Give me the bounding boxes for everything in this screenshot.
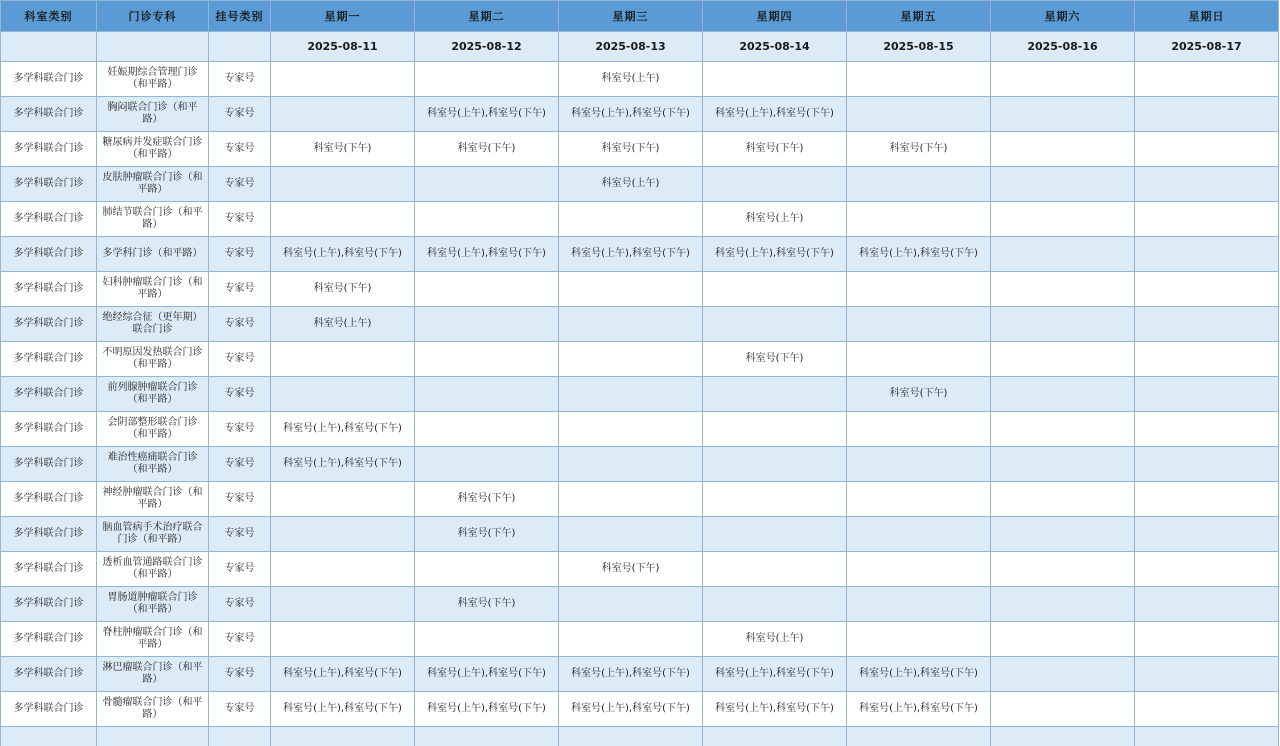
empty-slot-cell (1135, 307, 1279, 342)
empty-slot-cell (847, 167, 991, 202)
dept-category-cell: 多学科联合门诊 (1, 517, 97, 552)
registration-type-cell: 专家号 (209, 307, 271, 342)
empty-slot-cell (415, 202, 559, 237)
empty-slot-cell (991, 517, 1135, 552)
table-row (1, 97, 1279, 132)
table-row (1, 202, 1279, 237)
schedule-slot-cell[interactable]: 科室号(下午) (415, 132, 559, 167)
header-day-sunday: 星期日 (1135, 1, 1279, 32)
table-body (1, 62, 1279, 746)
table-row (1, 622, 1279, 657)
clinic-name-cell: 多学科门诊（和平路） (97, 237, 209, 272)
header-clinic-specialty: 门诊专科 (97, 1, 209, 32)
empty-slot-cell (559, 342, 703, 377)
schedule-slot-cell[interactable]: 科室号(上午) (703, 202, 847, 237)
table-row (1, 412, 1279, 447)
empty-slot-cell (271, 62, 415, 97)
schedule-slot-cell[interactable]: 科室号(上午),科室号(下午) (847, 237, 991, 272)
empty-slot-cell (1135, 202, 1279, 237)
date-sunday: 2025-08-17 (1135, 32, 1279, 62)
schedule-slot-cell[interactable]: 科室号(下午) (271, 272, 415, 307)
table-row (1, 62, 1279, 97)
empty-slot-cell (415, 307, 559, 342)
date-blank-cell (1, 32, 97, 62)
empty-slot-cell (1135, 517, 1279, 552)
schedule-slot-cell[interactable]: 科室号(下午) (703, 342, 847, 377)
clinic-name-cell: 会阴部整形联合门诊（和平路） (97, 412, 209, 447)
schedule-slot-cell[interactable]: 科室号(下午) (415, 587, 559, 622)
registration-type-cell: 专家号 (209, 622, 271, 657)
registration-type-cell: 专家号 (209, 552, 271, 587)
table-row (1, 342, 1279, 377)
empty-slot-cell (415, 412, 559, 447)
schedule-slot-cell[interactable]: 科室号(下午) (703, 132, 847, 167)
empty-slot-cell (991, 657, 1135, 692)
registration-type-cell: 专家号 (209, 167, 271, 202)
dept-category-cell: 多学科联合门诊 (1, 62, 97, 97)
registration-type-cell: 专家号 (209, 447, 271, 482)
dept-category-cell: 多学科联合门诊 (1, 132, 97, 167)
empty-cell (1135, 727, 1279, 746)
empty-slot-cell (559, 482, 703, 517)
empty-slot-cell (271, 482, 415, 517)
schedule-slot-cell[interactable]: 科室号(下午) (415, 482, 559, 517)
schedule-slot-cell[interactable]: 科室号(上午),科室号(下午) (271, 237, 415, 272)
table-row (1, 587, 1279, 622)
clinic-name-cell: 透析血管通路联合门诊（和平路） (97, 552, 209, 587)
empty-slot-cell (559, 447, 703, 482)
empty-slot-cell (415, 377, 559, 412)
schedule-slot-cell[interactable]: 科室号(上午),科室号(下午) (415, 692, 559, 727)
empty-slot-cell (559, 517, 703, 552)
empty-slot-cell (703, 587, 847, 622)
schedule-slot-cell[interactable]: 科室号(上午),科室号(下午) (847, 692, 991, 727)
schedule-slot-cell[interactable]: 科室号(上午),科室号(下午) (271, 657, 415, 692)
schedule-slot-cell[interactable]: 科室号(上午),科室号(下午) (847, 657, 991, 692)
schedule-slot-cell[interactable]: 科室号(上午),科室号(下午) (271, 412, 415, 447)
empty-slot-cell (559, 307, 703, 342)
header-dept-category: 科室类别 (1, 1, 97, 32)
clinic-name-cell: 神经肿瘤联合门诊（和平路） (97, 482, 209, 517)
table-row-partial (1, 727, 1279, 746)
table-row (1, 552, 1279, 587)
empty-cell (97, 727, 209, 746)
empty-slot-cell (415, 447, 559, 482)
table-row (1, 132, 1279, 167)
empty-slot-cell (847, 412, 991, 447)
empty-slot-cell (271, 377, 415, 412)
empty-slot-cell (1135, 272, 1279, 307)
empty-slot-cell (847, 447, 991, 482)
empty-slot-cell (415, 552, 559, 587)
empty-slot-cell (703, 272, 847, 307)
date-thursday: 2025-08-14 (703, 32, 847, 62)
clinic-name-cell: 胃肠道肿瘤联合门诊（和平路） (97, 587, 209, 622)
empty-slot-cell (559, 622, 703, 657)
empty-slot-cell (991, 132, 1135, 167)
dept-category-cell: 多学科联合门诊 (1, 202, 97, 237)
empty-slot-cell (1135, 657, 1279, 692)
date-blank-cell (97, 32, 209, 62)
schedule-slot-cell[interactable]: 科室号(上午),科室号(下午) (703, 97, 847, 132)
empty-slot-cell (991, 587, 1135, 622)
clinic-name-cell: 脊柱肿瘤联合门诊（和平路） (97, 622, 209, 657)
empty-slot-cell (703, 552, 847, 587)
empty-slot-cell (1135, 342, 1279, 377)
table-header-row (1, 1, 1279, 32)
dept-category-cell: 多学科联合门诊 (1, 237, 97, 272)
clinic-name-cell: 糖尿病并发症联合门诊（和平路） (97, 132, 209, 167)
empty-cell (271, 727, 415, 746)
clinic-name-cell: 不明原因发热联合门诊（和平路） (97, 342, 209, 377)
registration-type-cell: 专家号 (209, 692, 271, 727)
dept-category-cell: 多学科联合门诊 (1, 692, 97, 727)
empty-slot-cell (991, 447, 1135, 482)
registration-type-cell: 专家号 (209, 132, 271, 167)
empty-slot-cell (1135, 412, 1279, 447)
table-row (1, 237, 1279, 272)
date-blank-cell (209, 32, 271, 62)
empty-slot-cell (559, 412, 703, 447)
empty-slot-cell (271, 167, 415, 202)
registration-type-cell: 专家号 (209, 62, 271, 97)
empty-slot-cell (847, 202, 991, 237)
clinic-name-cell: 脑血管病手术治疗联合门诊（和平路） (97, 517, 209, 552)
schedule-slot-cell[interactable]: 科室号(下午) (271, 132, 415, 167)
schedule-slot-cell[interactable]: 科室号(上午) (271, 307, 415, 342)
empty-slot-cell (991, 342, 1135, 377)
table-row (1, 307, 1279, 342)
registration-type-cell: 专家号 (209, 97, 271, 132)
schedule-slot-cell[interactable]: 科室号(下午) (559, 552, 703, 587)
empty-slot-cell (271, 342, 415, 377)
table-row (1, 657, 1279, 692)
empty-slot-cell (703, 412, 847, 447)
registration-type-cell: 专家号 (209, 202, 271, 237)
registration-type-cell: 专家号 (209, 237, 271, 272)
schedule-slot-cell[interactable]: 科室号(下午) (847, 377, 991, 412)
clinic-name-cell: 妊娠期综合管理门诊（和平路） (97, 62, 209, 97)
table-row (1, 167, 1279, 202)
header-day-saturday: 星期六 (991, 1, 1135, 32)
dept-category-cell: 多学科联合门诊 (1, 587, 97, 622)
empty-cell (991, 727, 1135, 746)
date-wednesday: 2025-08-13 (559, 32, 703, 62)
dept-category-cell: 多学科联合门诊 (1, 307, 97, 342)
empty-slot-cell (1135, 132, 1279, 167)
empty-slot-cell (703, 307, 847, 342)
empty-slot-cell (1135, 97, 1279, 132)
clinic-name-cell: 淋巴瘤联合门诊（和平路） (97, 657, 209, 692)
registration-type-cell: 专家号 (209, 377, 271, 412)
empty-slot-cell (559, 272, 703, 307)
empty-slot-cell (703, 377, 847, 412)
empty-slot-cell (991, 62, 1135, 97)
clinic-name-cell: 前列腺肿瘤联合门诊（和平路） (97, 377, 209, 412)
schedule-slot-cell[interactable]: 科室号(上午),科室号(下午) (271, 692, 415, 727)
empty-slot-cell (703, 482, 847, 517)
empty-slot-cell (559, 202, 703, 237)
schedule-slot-cell[interactable]: 科室号(上午),科室号(下午) (415, 97, 559, 132)
empty-cell (559, 727, 703, 746)
schedule-slot-cell[interactable]: 科室号(上午),科室号(下午) (271, 447, 415, 482)
empty-slot-cell (1135, 622, 1279, 657)
empty-slot-cell (991, 272, 1135, 307)
empty-slot-cell (271, 622, 415, 657)
empty-slot-cell (271, 517, 415, 552)
table-row (1, 517, 1279, 552)
empty-cell (209, 727, 271, 746)
clinic-name-cell: 难治性癌痛联合门诊（和平路） (97, 447, 209, 482)
empty-slot-cell (847, 307, 991, 342)
dept-category-cell: 多学科联合门诊 (1, 97, 97, 132)
empty-slot-cell (415, 622, 559, 657)
empty-slot-cell (991, 307, 1135, 342)
schedule-slot-cell[interactable]: 科室号(下午) (847, 132, 991, 167)
clinic-name-cell: 肺结节联合门诊（和平路） (97, 202, 209, 237)
empty-slot-cell (415, 272, 559, 307)
dept-category-cell: 多学科联合门诊 (1, 552, 97, 587)
empty-slot-cell (271, 552, 415, 587)
empty-slot-cell (1135, 167, 1279, 202)
header-day-monday: 星期一 (271, 1, 415, 32)
empty-slot-cell (991, 237, 1135, 272)
empty-slot-cell (991, 552, 1135, 587)
empty-slot-cell (847, 517, 991, 552)
empty-slot-cell (271, 97, 415, 132)
header-registration-type: 挂号类别 (209, 1, 271, 32)
empty-slot-cell (991, 167, 1135, 202)
empty-slot-cell (991, 412, 1135, 447)
empty-cell (703, 727, 847, 746)
empty-slot-cell (991, 97, 1135, 132)
empty-slot-cell (1135, 587, 1279, 622)
empty-slot-cell (1135, 692, 1279, 727)
schedule-slot-cell[interactable]: 科室号(上午),科室号(下午) (415, 657, 559, 692)
date-saturday: 2025-08-16 (991, 32, 1135, 62)
registration-type-cell: 专家号 (209, 657, 271, 692)
empty-slot-cell (559, 377, 703, 412)
date-tuesday: 2025-08-12 (415, 32, 559, 62)
dept-category-cell: 多学科联合门诊 (1, 482, 97, 517)
empty-slot-cell (415, 342, 559, 377)
registration-type-cell: 专家号 (209, 342, 271, 377)
empty-slot-cell (847, 62, 991, 97)
header-day-thursday: 星期四 (703, 1, 847, 32)
empty-slot-cell (703, 517, 847, 552)
dept-category-cell: 多学科联合门诊 (1, 272, 97, 307)
clinic-name-cell: 皮肤肿瘤联合门诊（和平路） (97, 167, 209, 202)
schedule-slot-cell[interactable]: 科室号(上午),科室号(下午) (559, 237, 703, 272)
dept-category-cell: 多学科联合门诊 (1, 377, 97, 412)
registration-type-cell: 专家号 (209, 517, 271, 552)
schedule-slot-cell[interactable]: 科室号(上午),科室号(下午) (559, 657, 703, 692)
empty-slot-cell (991, 692, 1135, 727)
empty-slot-cell (559, 587, 703, 622)
empty-slot-cell (1135, 482, 1279, 517)
dept-category-cell: 多学科联合门诊 (1, 657, 97, 692)
empty-slot-cell (847, 342, 991, 377)
empty-cell (1, 727, 97, 746)
date-monday: 2025-08-11 (271, 32, 415, 62)
registration-type-cell: 专家号 (209, 587, 271, 622)
dept-category-cell: 多学科联合门诊 (1, 342, 97, 377)
schedule-slot-cell[interactable]: 科室号(下午) (415, 517, 559, 552)
header-day-friday: 星期五 (847, 1, 991, 32)
registration-type-cell: 专家号 (209, 482, 271, 517)
empty-slot-cell (991, 482, 1135, 517)
schedule-slot-cell[interactable]: 科室号(上午),科室号(下午) (703, 657, 847, 692)
empty-slot-cell (991, 377, 1135, 412)
clinic-name-cell: 胸闷联合门诊（和平路） (97, 97, 209, 132)
table-date-row (1, 32, 1279, 62)
schedule-slot-cell[interactable]: 科室号(上午),科室号(下午) (559, 97, 703, 132)
empty-slot-cell (415, 167, 559, 202)
empty-slot-cell (991, 202, 1135, 237)
empty-slot-cell (847, 587, 991, 622)
table-row (1, 447, 1279, 482)
schedule-slot-cell[interactable]: 科室号(上午) (559, 62, 703, 97)
empty-slot-cell (847, 482, 991, 517)
empty-slot-cell (271, 202, 415, 237)
table-row (1, 272, 1279, 307)
empty-slot-cell (703, 167, 847, 202)
date-friday: 2025-08-15 (847, 32, 991, 62)
dept-category-cell: 多学科联合门诊 (1, 412, 97, 447)
schedule-slot-cell[interactable]: 科室号(上午) (703, 622, 847, 657)
schedule-slot-cell[interactable]: 科室号(下午) (559, 132, 703, 167)
table-row (1, 692, 1279, 727)
registration-type-cell: 专家号 (209, 412, 271, 447)
dept-category-cell: 多学科联合门诊 (1, 622, 97, 657)
table-row (1, 377, 1279, 412)
empty-slot-cell (415, 62, 559, 97)
empty-slot-cell (1135, 377, 1279, 412)
dept-category-cell: 多学科联合门诊 (1, 447, 97, 482)
empty-slot-cell (847, 622, 991, 657)
empty-slot-cell (271, 587, 415, 622)
empty-slot-cell (1135, 237, 1279, 272)
empty-slot-cell (1135, 447, 1279, 482)
header-day-wednesday: 星期三 (559, 1, 703, 32)
empty-slot-cell (703, 62, 847, 97)
empty-cell (847, 727, 991, 746)
dept-category-cell: 多学科联合门诊 (1, 167, 97, 202)
header-day-tuesday: 星期二 (415, 1, 559, 32)
empty-slot-cell (847, 552, 991, 587)
clinic-name-cell: 骨髓瘤联合门诊（和平路） (97, 692, 209, 727)
registration-type-cell: 专家号 (209, 272, 271, 307)
schedule-slot-cell[interactable]: 科室号(上午),科室号(下午) (415, 237, 559, 272)
empty-slot-cell (1135, 552, 1279, 587)
empty-slot-cell (703, 447, 847, 482)
table-row (1, 482, 1279, 517)
clinic-name-cell: 绝经综合征（更年期）联合门诊 (97, 307, 209, 342)
schedule-slot-cell[interactable]: 科室号(上午) (559, 167, 703, 202)
empty-slot-cell (991, 622, 1135, 657)
empty-slot-cell (1135, 62, 1279, 97)
clinic-name-cell: 妇科肿瘤联合门诊（和平路） (97, 272, 209, 307)
schedule-slot-cell[interactable]: 科室号(上午),科室号(下午) (703, 237, 847, 272)
empty-slot-cell (847, 272, 991, 307)
empty-cell (415, 727, 559, 746)
schedule-slot-cell[interactable]: 科室号(上午),科室号(下午) (703, 692, 847, 727)
empty-slot-cell (847, 97, 991, 132)
schedule-slot-cell[interactable]: 科室号(上午),科室号(下午) (559, 692, 703, 727)
